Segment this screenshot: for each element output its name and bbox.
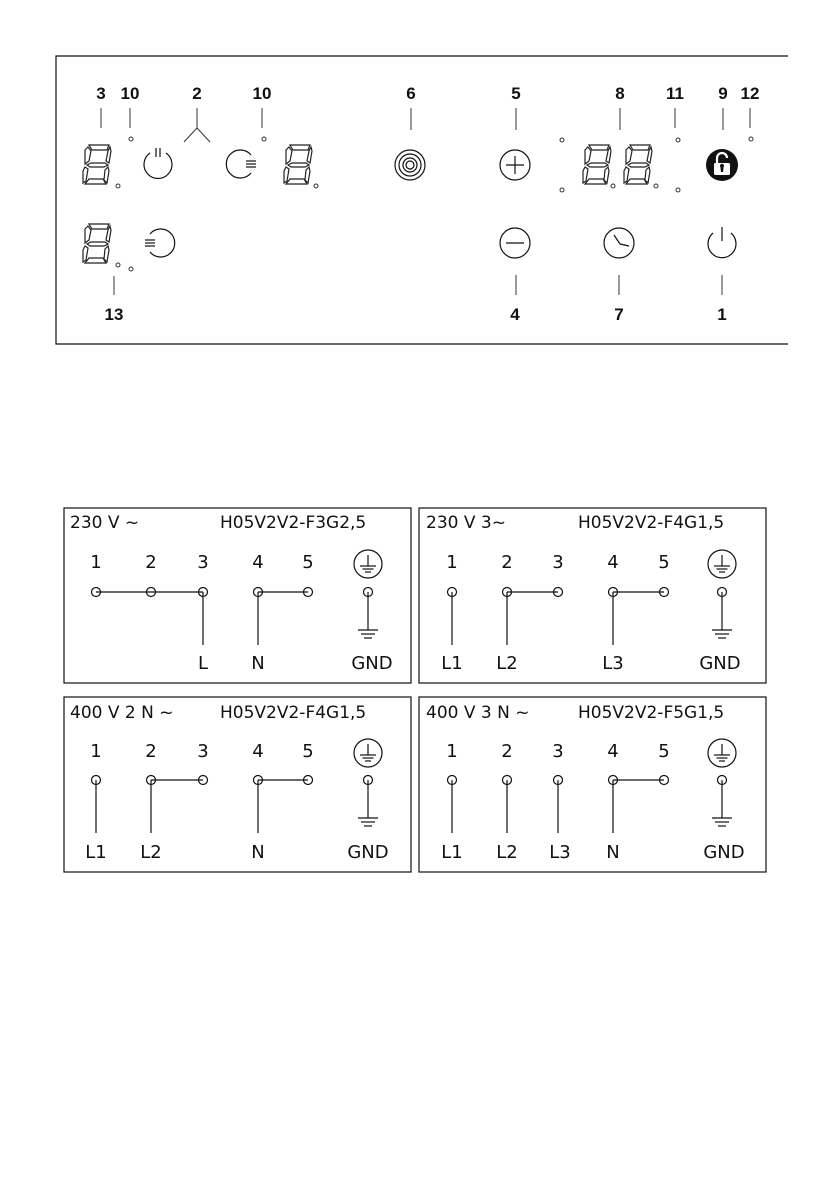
terminal-1: 1 — [446, 552, 458, 573]
terminal-5: 5 — [658, 552, 670, 573]
label-L1: L1 — [441, 653, 463, 674]
label-N: N — [251, 653, 265, 674]
label-GND: GND — [699, 653, 741, 674]
terminal-4: 4 — [607, 741, 619, 762]
label-L2: L2 — [140, 842, 162, 863]
callout-10-left: 10 — [120, 84, 140, 103]
ground-icon — [712, 592, 732, 638]
wiring-title: 400 V 3 N ~ — [426, 703, 530, 723]
callout-13: 13 — [104, 305, 124, 324]
cable-type: H05V2V2-F3G2,5 — [220, 513, 367, 533]
cable-type: H05V2V2-F4G1,5 — [578, 513, 725, 533]
ground-icon — [358, 592, 378, 638]
timer-display-tens — [583, 145, 611, 184]
callout-6: 6 — [406, 84, 416, 103]
terminal-3: 3 — [552, 741, 564, 762]
plus-icon[interactable] — [500, 150, 530, 180]
terminal-1: 1 — [446, 741, 458, 762]
terminal-5: 5 — [302, 552, 314, 573]
label-L2: L2 — [496, 653, 518, 674]
callout-11: 11 — [666, 84, 684, 103]
callout-4: 4 — [510, 305, 520, 324]
callout-7: 7 — [614, 305, 624, 324]
label-GND: GND — [351, 653, 393, 674]
leader-lines-top — [101, 108, 750, 142]
terminal-2: 2 — [501, 552, 513, 573]
timer-clock-icon[interactable] — [604, 228, 634, 258]
cable-type: H05V2V2-F4G1,5 — [220, 703, 367, 723]
label-L3: L3 — [602, 653, 624, 674]
callout-2: 2 — [192, 84, 202, 103]
label-L: L — [197, 653, 209, 674]
wiring-diagram-400v-2n — [64, 697, 411, 872]
power-icon[interactable] — [708, 227, 736, 258]
terminal-2: 2 — [501, 741, 513, 762]
terminal-2: 2 — [145, 552, 157, 573]
cable-type: H05V2V2-F5G1,5 — [578, 703, 725, 723]
zone-select-front-left-icon[interactable] — [144, 148, 172, 178]
label-GND: GND — [347, 842, 389, 863]
callout-1: 1 — [717, 305, 727, 324]
zone-select-rear-left-icon[interactable] — [145, 229, 175, 257]
boost-icon[interactable] — [395, 150, 425, 180]
wiring-title: 230 V ~ — [70, 513, 140, 533]
label-GND: GND — [703, 842, 745, 863]
zone-display-front-right — [284, 145, 312, 184]
ground-icon — [358, 780, 378, 826]
zone-display-front-left — [83, 145, 111, 184]
lock-icon[interactable] — [706, 149, 738, 181]
terminal-2: 2 — [145, 741, 157, 762]
label-N: N — [606, 842, 620, 863]
callout-9: 9 — [718, 84, 728, 103]
zone-display-rear-left — [83, 224, 111, 263]
callout-10-right: 10 — [252, 84, 272, 103]
indicator-dots — [116, 137, 753, 271]
minus-icon[interactable] — [500, 228, 530, 258]
earth-icon — [708, 739, 736, 767]
terminal-4: 4 — [607, 552, 619, 573]
terminal-4: 4 — [252, 741, 264, 762]
terminal-5: 5 — [658, 741, 670, 762]
zone-select-front-right-icon[interactable] — [226, 150, 256, 178]
earth-icon — [708, 550, 736, 578]
wiring-diagram-400v-3n — [419, 697, 766, 872]
label-N: N — [251, 842, 265, 863]
terminal-3: 3 — [197, 741, 209, 762]
timer-display-units — [624, 145, 652, 184]
label-L1: L1 — [85, 842, 107, 863]
control-panel — [56, 56, 788, 344]
label-L1: L1 — [441, 842, 463, 863]
callout-8: 8 — [615, 84, 625, 103]
terminal-5: 5 — [302, 741, 314, 762]
wiring-diagram-230v — [64, 508, 411, 683]
terminal-3: 3 — [552, 552, 564, 573]
terminal-4: 4 — [252, 552, 264, 573]
ground-icon — [712, 780, 732, 826]
label-L3: L3 — [549, 842, 571, 863]
wiring-diagram-230v-3 — [419, 508, 766, 683]
wiring-title: 230 V 3~ — [426, 513, 506, 533]
wiring-title: 400 V 2 N ~ — [70, 703, 174, 723]
leader-lines-bottom — [114, 275, 722, 295]
terminal-3: 3 — [197, 552, 209, 573]
earth-icon — [354, 739, 382, 767]
callout-5: 5 — [511, 84, 521, 103]
terminal-1: 1 — [90, 741, 102, 762]
earth-icon — [354, 550, 382, 578]
terminal-1: 1 — [90, 552, 102, 573]
callout-12: 12 — [740, 84, 760, 103]
callout-3: 3 — [96, 84, 106, 103]
label-L2: L2 — [496, 842, 518, 863]
